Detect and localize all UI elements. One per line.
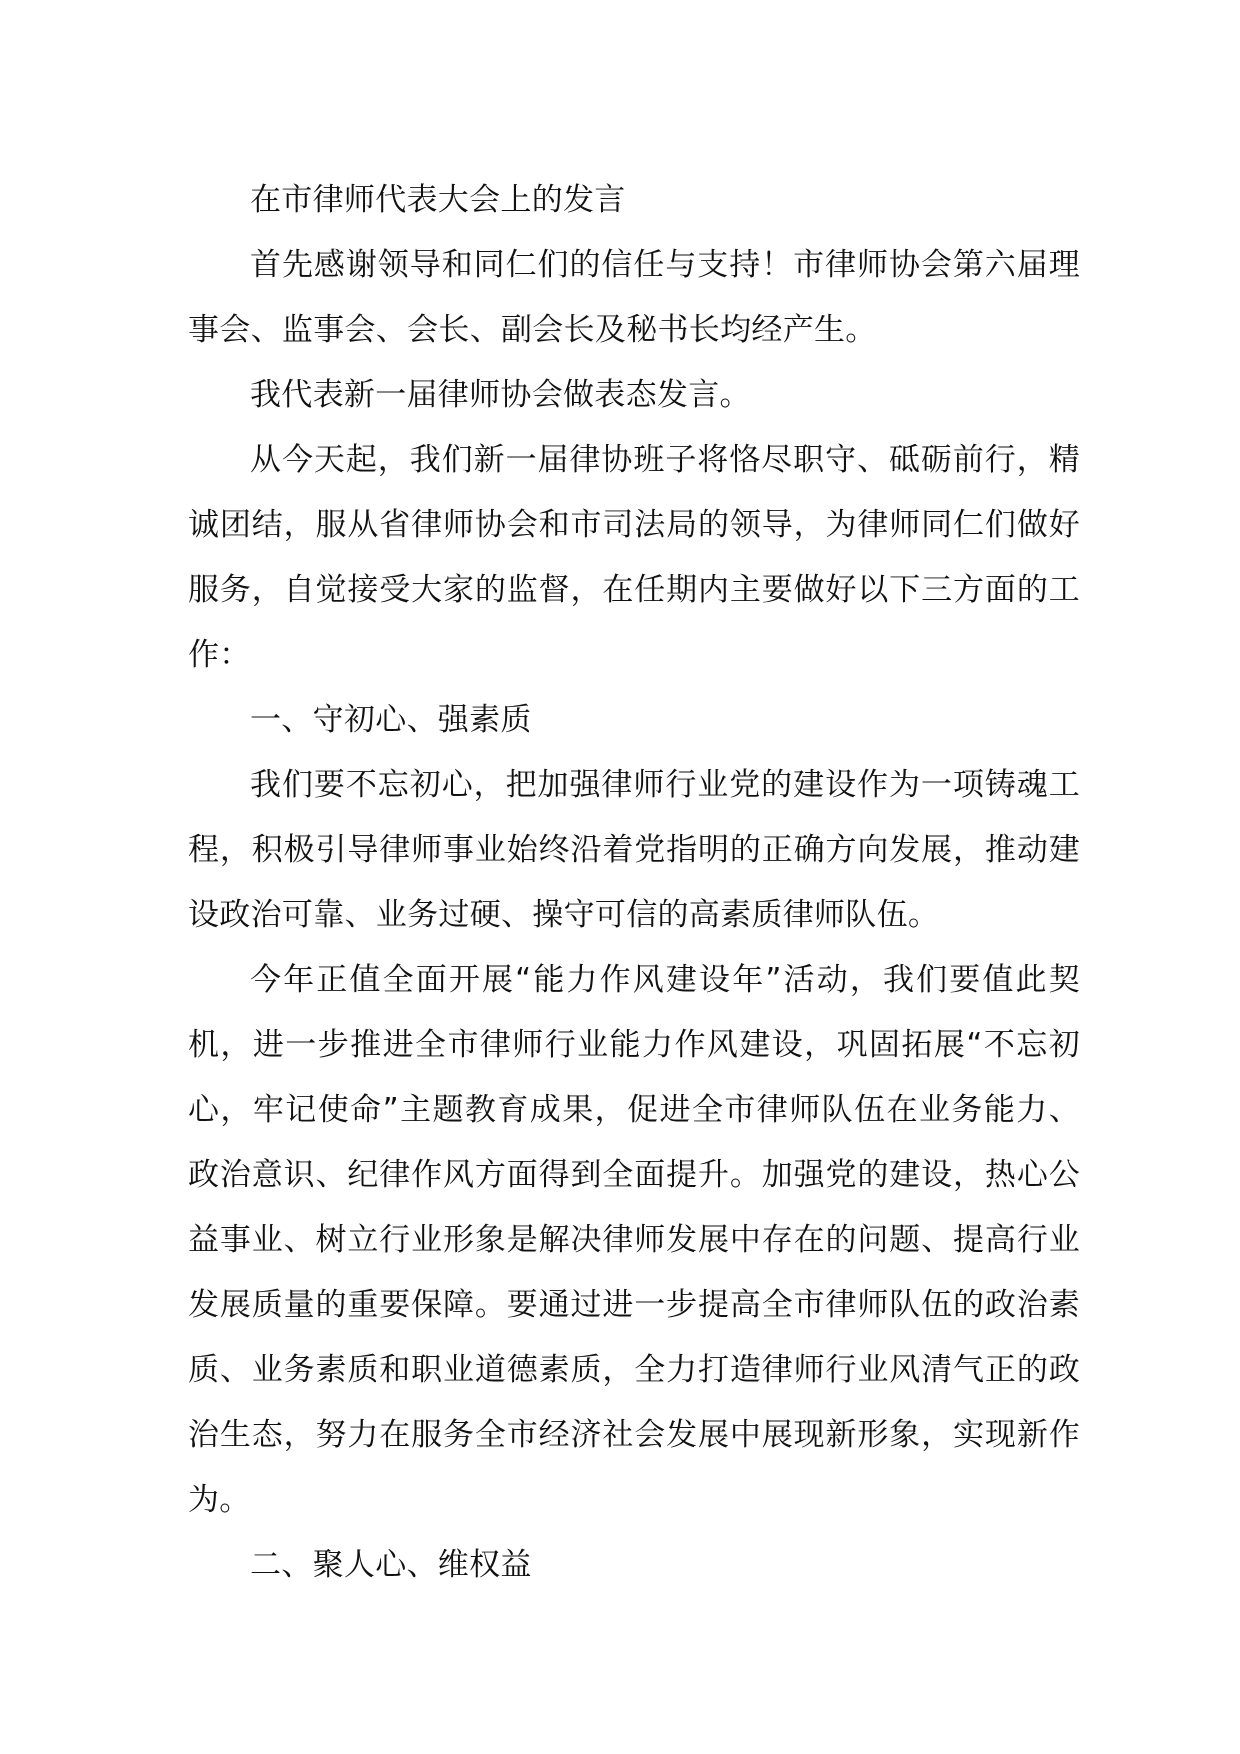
paragraph-commitment: 从今天起，我们新一届律协班子将恪尽职守、砥砺前行，精诚团结，服从省律师协会和市司法局的领导，为律师同仁们做好服务，自觉接受大家的监督，在任期内主要做好以下三方面的工作： [188,442,1080,673]
section-heading-1: 一、守初心、强素质 [250,702,532,738]
document-body [188,168,1080,1598]
document-title: 在市律师代表大会上的发言 [250,182,626,218]
paragraph-capacity-building: 今年正值全面开展“能力作风建设年”活动，我们要值此契机，进一步推进全市律师行业能力作风建设，巩固拓展“不忘初心，牢记使命”主题教育成果，促进全市律师队伍在业务能力、政治意识、纪律作风方面得到全面提升。加强党的建设，热心公益事业、树立行业形象是解决律师发展中存在的问题、提高行业发展质量的重要保障。要通过进一步提高全市律师队伍的政治素质、业务素质和职业道德素质，全力打造律师行业风清气正的政治生态，努力在服务全市经济社会发展中展现新形象，实现新作为。 [188,962,1080,1518]
paragraph-original-aspiration: 我们要不忘初心，把加强律师行业党的建设作为一项铸魂工程，积极引导律师事业始终沿着党指明的正确方向发展，推动建设政治可靠、业务过硬、操守可信的高素质律师队伍。 [188,767,1080,933]
paragraph-thanks: 首先感谢领导和同仁们的信任与支持！市律师协会第六届理事会、监事会、会长、副会长及秘书长均经产生。 [188,247,1080,348]
section-heading-2: 二、聚人心、维权益 [250,1547,532,1583]
paragraph-statement: 我代表新一届律师协会做表态发言。 [250,377,751,413]
